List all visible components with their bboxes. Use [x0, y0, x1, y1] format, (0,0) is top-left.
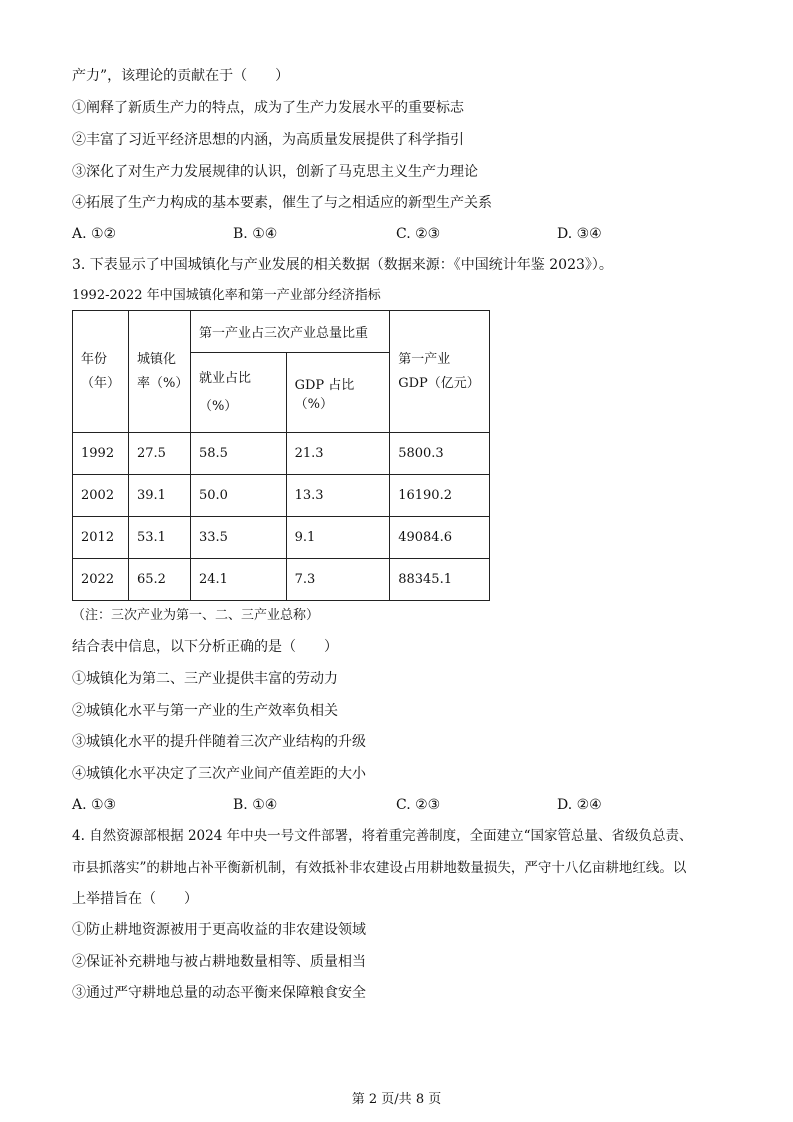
cell-year: 1992: [73, 433, 129, 475]
header-employment-share: 就业占比（%）: [190, 353, 286, 433]
cell-year: 2012: [73, 517, 129, 559]
table-note: （注：三次产业为第一、二、三产业总称）: [72, 608, 320, 623]
q2-item-3: ③深化了对生产力发展规律的认识，创新了马克思主义生产力理论: [72, 164, 478, 180]
table-row: [73, 433, 490, 475]
cell-employment-share: 24.1: [190, 559, 286, 601]
q4-item-1: ①防止耕地资源被用于更高收益的非农建设领域: [72, 922, 366, 938]
q3-item-3: ③城镇化水平的提升伴随着三次产业结构的升级: [72, 734, 366, 750]
q3-stem: 3. 下表显示了中国城镇化与产业发展的相关数据（数据来源：《中国统计年鉴 2023》）。: [72, 257, 613, 273]
data-table: [72, 310, 490, 601]
cell-primary-gdp: 49084.6: [390, 517, 490, 559]
q3-option-c: C. ②③: [396, 797, 441, 813]
q2-option-c: C. ②③: [396, 226, 441, 242]
header-primary-gdp: 第一产业 GDP（亿元）: [390, 311, 490, 433]
q4-item-2: ②保证补充耕地与被占耕地数量相等、质量相当: [72, 954, 366, 970]
cell-urbanization: 39.1: [129, 475, 191, 517]
q4-stem-line-3: 上举措旨在（ ）: [72, 891, 198, 907]
cell-employment-share: 58.5: [190, 433, 286, 475]
table-row: [73, 475, 490, 517]
q2-option-a: A. ①②: [72, 226, 117, 242]
q3-item-2: ②城镇化水平与第一产业的生产效率负相关: [72, 703, 338, 719]
header-gdp-share: GDP 占比（%）: [286, 353, 390, 433]
cell-urbanization: 53.1: [129, 517, 191, 559]
q2-item-1: ①阐释了新质生产力的特点，成为了生产力发展水平的重要标志: [72, 100, 464, 116]
cell-year: 2002: [73, 475, 129, 517]
cell-urbanization: 27.5: [129, 433, 191, 475]
q3-item-1: ①城镇化为第二、三产业提供丰富的劳动力: [72, 671, 338, 687]
q3-item-4: ④城镇化水平决定了三次产业间产值差距的大小: [72, 766, 366, 782]
q3-option-a: A. ①③: [72, 797, 117, 813]
header-year: 年份（年）: [73, 311, 129, 433]
q2-item-2: ②丰富了习近平经济思想的内涵，为高质量发展提供了科学指引: [72, 132, 464, 148]
cell-gdp-share: 9.1: [286, 517, 390, 559]
cell-primary-gdp: 16190.2: [390, 475, 490, 517]
q2-option-b: B. ①④: [233, 226, 278, 242]
header-primary-share: 第一产业占三次产业总量比重: [190, 311, 389, 353]
table-row: [73, 559, 490, 601]
q4-stem-line-2: 市县抓落实”的耕地占补平衡新机制，有效抵补非农建设占用耕地数量损失，严守十八亿亩耕地红线。以: [72, 860, 687, 876]
q2-stem-tail: 产力”，该理论的贡献在于（ ）: [72, 68, 290, 84]
header-urbanization: 城镇化率（%）: [129, 311, 191, 433]
table-row: [73, 517, 490, 559]
table-title: 1992-2022 年中国城镇化率和第一产业部分经济指标: [72, 288, 381, 303]
page-footer: 第 2 页/共 8 页: [351, 1092, 442, 1107]
q3-option-b: B. ①④: [233, 797, 278, 813]
table-header-row: [73, 311, 490, 353]
cell-primary-gdp: 5800.3: [390, 433, 490, 475]
cell-gdp-share: 7.3: [286, 559, 390, 601]
q2-item-4: ④拓展了生产力构成的基本要素，催生了与之相适应的新型生产关系: [72, 195, 492, 211]
q2-option-d: D. ③④: [557, 226, 602, 242]
q3-prompt: 结合表中信息，以下分析正确的是（ ）: [72, 639, 338, 655]
cell-employment-share: 50.0: [190, 475, 286, 517]
cell-employment-share: 33.5: [190, 517, 286, 559]
cell-year: 2022: [73, 559, 129, 601]
cell-urbanization: 65.2: [129, 559, 191, 601]
cell-gdp-share: 21.3: [286, 433, 390, 475]
q3-option-d: D. ②④: [557, 797, 602, 813]
cell-primary-gdp: 88345.1: [390, 559, 490, 601]
cell-gdp-share: 13.3: [286, 475, 390, 517]
q4-stem-line-1: 4. 自然资源部根据 2024 年中央一号文件部署，将着重完善制度，全面建立“国家管总量、省级负总责、: [72, 828, 693, 844]
q4-item-3: ③通过严守耕地总量的动态平衡来保障粮食安全: [72, 985, 366, 1001]
